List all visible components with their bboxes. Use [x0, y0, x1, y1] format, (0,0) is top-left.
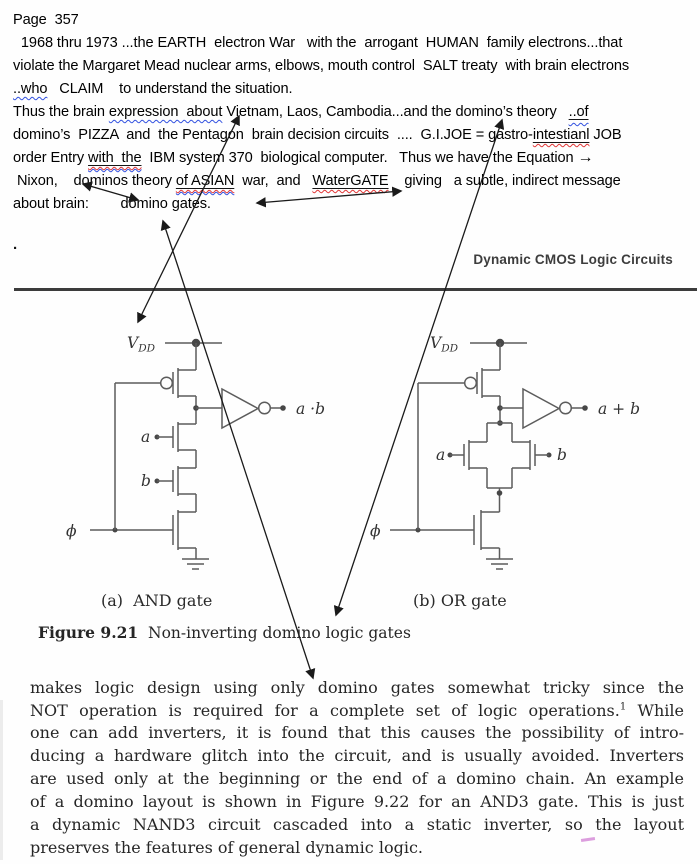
annotation-line: order Entry with the IBM system 370 biological computer. Thus we have the Equation → [13, 149, 593, 166]
body-text-line: ducing a hardware glitch into the circuit, and is usually avoided. Inverters [30, 746, 684, 765]
subcaption-and-gate: (a) AND gate [101, 591, 213, 610]
figure-caption [38, 623, 411, 642]
or-gate-labels [370, 334, 640, 540]
figure-caption-label: Figure 9.21 [38, 623, 139, 642]
running-header: Dynamic CMOS Logic Circuits [473, 252, 673, 267]
header-rule [14, 288, 697, 291]
clock-phi-label: ϕ [66, 522, 77, 540]
stray-period: . [13, 236, 18, 253]
annotation-line: domino’s PIZZA and the Pentagon brain decision circuits .... G.I.JOE = gastro-intestianl JOB [13, 127, 622, 143]
body-text-line: makes logic design using only domino gates somewhat tricky since the [30, 678, 684, 697]
vdd-label: $V_{DD}$ [127, 334, 156, 355]
annotation-line: Thus the brain expression about Vietnam, Laos, Cambodia...and the domino’s theory ..of [13, 104, 589, 120]
figure-caption-text: Non-inverting domino logic gates [138, 624, 411, 642]
scan-artifact [0, 700, 3, 860]
and-output-label: a ·b [296, 400, 326, 418]
ink-arrow-about-to-vdd [138, 116, 239, 322]
annotation-line: Nixon, dominos theory of ASIAN war, and WaterGATE giving a subtle, indirect message [13, 173, 621, 189]
body-text-line: preserves the features of general dynamic logic. [30, 838, 423, 857]
or-output-label: a + b [598, 400, 641, 418]
body-text-line: NOT operation is required for a complete set of logic operations.$^1$ While [30, 701, 684, 720]
annotation-line: violate the Margaret Mead nuclear arms, elbows, mouth control SALT treaty with brain electrons [13, 58, 630, 74]
body-text-line: are used only at the beginning or the end of a domino chain. An example [30, 769, 684, 788]
and-gate-circuit [90, 339, 286, 569]
input-a-label: a [141, 428, 151, 446]
annotation-line: ..who CLAIM to understand the situation. [13, 81, 293, 97]
body-text-line: a dynamic NAND3 circuit cascaded into a static inverter, so the layout [30, 815, 684, 834]
input-a-label: a [436, 446, 446, 464]
annotation-line: about brain: domino gates. [13, 196, 211, 212]
clock-phi-label: ϕ [370, 522, 381, 540]
ink-arrow-gates-to-watergate [257, 191, 401, 203]
subcaption-or-gate: (b) OR gate [413, 591, 507, 610]
body-text-line: one can add inverters, it is found that this causes the possibility of intro- [30, 723, 684, 742]
input-b-label: b [557, 446, 567, 464]
body-text-line: of a domino layout is shown in Figure 9.22 for an AND3 gate. This is just [30, 792, 684, 811]
and-gate-labels [66, 334, 325, 540]
vdd-label: $V_{DD}$ [430, 334, 459, 355]
input-b-label: b [141, 472, 151, 490]
annotation-line: 1968 thru 1973 ...the EARTH electron War with the arrogant HUMAN family electrons...that [13, 35, 623, 51]
annotation-line: Page 357 [13, 12, 79, 28]
ink-arrow-theory-to-caption [336, 120, 502, 615]
or-gate-circuit [390, 339, 588, 569]
